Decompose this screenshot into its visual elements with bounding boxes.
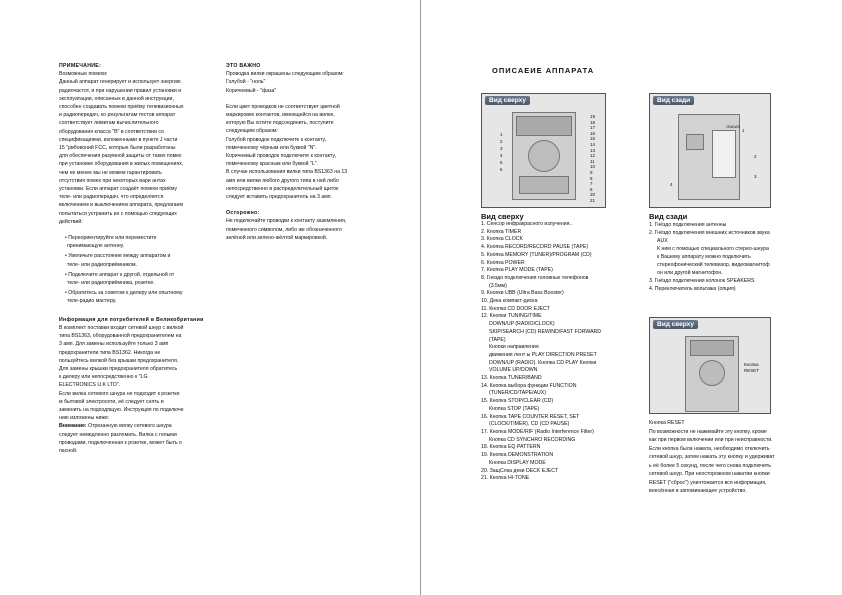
bullet-list xyxy=(59,234,214,306)
text-line: Если цвет проводков не соответствует цветной xyxy=(226,103,340,110)
text-line: которую Вы хотите подсоединить, поступите xyxy=(226,120,334,127)
rear-view-item: AUX xyxy=(657,238,668,244)
text-line: м бытовой электросети, её следует снять и xyxy=(59,398,164,405)
callout-number: 10 xyxy=(590,164,596,170)
top-view-item: (TAPE) xyxy=(489,336,506,343)
text-line: пользуйтесь вилкой без крышки предохранителя. xyxy=(59,357,179,364)
top-view-item: 3. Кнопка CLOCK xyxy=(481,236,523,243)
note-heading: ПРИМЕЧАНИЕ: xyxy=(59,63,102,69)
text-line: По возможности не нажимайте эту кнопку, кроме xyxy=(649,428,767,435)
text-line: способен создавать помехи приёму телевизионных xyxy=(59,104,184,111)
top-view-item: SKIP/SEARCH (CD) REWIND/FAST FORWARD xyxy=(489,328,602,335)
top-view-item: DOWN/UP (RADIO). Кнопка CD PLAY Кнопки xyxy=(489,359,597,366)
text-line: включением и выключением аппарата, предлагаем xyxy=(59,202,183,209)
device-display xyxy=(516,116,572,136)
text-line: 3 амп. Для замены используйте только 3 амп xyxy=(59,341,169,348)
callout-number: 17 xyxy=(590,125,596,131)
callout-number: 6 xyxy=(590,186,593,192)
callout-number: 1 xyxy=(742,128,745,133)
top-view-item: 12. Кнопки TUNING/TIME xyxy=(481,313,542,320)
text-line: установки. Если аппарат создаёт помехи приёму xyxy=(59,186,178,193)
bullet-line: принимающую антенну. xyxy=(67,243,125,250)
figure-reset-view xyxy=(649,317,771,414)
callout-number: 4 xyxy=(670,182,673,187)
text-line: Для замены крышки предохранителя обратитесь xyxy=(59,365,178,372)
text-line: к дилеру или непосредственно к "LG xyxy=(59,374,148,381)
text-line: и радиопередач, хо результатам тестов аппарат xyxy=(59,112,176,119)
bullet-item xyxy=(59,271,214,287)
rear-view-item: 1. Гнёздо подключения антенны xyxy=(649,222,727,228)
figure-rear-label: Вид сзади xyxy=(653,96,694,105)
callout-number: 14 xyxy=(590,142,596,147)
top-view-item: движения лент ы PLAY DIRECTION PRESET xyxy=(489,351,597,358)
reset-section xyxy=(649,419,799,496)
text-line: следует немедленно разломать. Вилка с голыми xyxy=(59,431,177,438)
top-view-item: 9. Кнопки UBB (Ultra Bass Booster) xyxy=(481,290,564,297)
top-view-item: 8. Гнездо подключения головных телефонов xyxy=(481,274,589,281)
bullet-line: • Подключите аппарат к другой, отдельной от xyxy=(65,271,175,278)
top-view-item: 19. Кнопка DEMONSTRATION xyxy=(481,452,554,459)
text-line: нию изложены ниже: xyxy=(59,415,110,422)
rear-view-heading: Вид сзади xyxy=(649,212,688,221)
top-view-item: 5. Кнопка MEMORY (TUNER)/PROGRAM (CD) xyxy=(481,251,592,258)
text-line: Данный аппарат генерирует и использует энергию xyxy=(59,79,181,86)
top-view-item: VOLUME UP/DOWN xyxy=(489,367,538,374)
text-line: при установке оборудования в жилых помещениях, xyxy=(59,161,184,168)
top-view-item: 17. Кнопка MODE/RIF (Radio Interference Filter) xyxy=(481,428,594,435)
text-line: типа BS1363, оборудованной предохранителем на xyxy=(59,333,182,340)
text-line: эксплуатации, описанных в данной инструкции, xyxy=(59,95,174,102)
callout-number: 4 xyxy=(500,153,503,158)
figure-top-view xyxy=(481,93,606,208)
text-line: В случае использования вилки типа BS1363 на 13 xyxy=(226,169,348,176)
text-line: действий: xyxy=(59,218,83,225)
callout-number: 6 xyxy=(500,167,503,172)
text-line: радиочастот, и при нарушении правил установки и xyxy=(59,87,182,94)
text-line: следует вставить предохранитель на 3 амп. xyxy=(226,194,333,201)
text-line: проводами, подключенная к розетке, может быть о xyxy=(59,439,182,446)
text-line: маркировке контактов, имеющейся на вилке, xyxy=(226,112,335,119)
text-line: сетевой шнур, затем нажать эту кнопку и удерживат xyxy=(649,454,775,460)
text-line: чем не менее мы не можем гарантировать xyxy=(59,169,162,176)
top-view-item: (CLOCK/TIMER), CD (CD PAUSE) xyxy=(489,421,570,428)
rear-view-item: 2. Гнёздо подключения внешних источников звука xyxy=(649,230,770,236)
callout-number: 16 xyxy=(590,130,596,136)
bullet-line: • Увеличьте расстояние между аппаратом и xyxy=(65,253,171,260)
top-view-list xyxy=(481,221,641,483)
bullet-item xyxy=(59,252,214,268)
text-line: предохранители типа BS1362. Никогда не xyxy=(59,349,161,356)
top-view-item: 2. Кнопка TIMER xyxy=(481,228,522,235)
top-view-item: 11. Кнопка CD DOOR EJECT xyxy=(481,305,550,312)
text-line: как при первом включении или при неисправности. xyxy=(649,437,773,443)
text-line: амп или вилки любого другого типа в ней либо xyxy=(226,177,339,184)
top-view-item: Кнопка STOP (TAPE) xyxy=(489,405,540,412)
callout-number: 18 xyxy=(590,119,596,125)
callout-number: 21 xyxy=(590,198,596,203)
text-line: спецификациями, изложенными в пункте J части xyxy=(59,136,178,143)
note-text xyxy=(59,70,214,226)
text-line: ELECTRONICS U.K LTD". xyxy=(59,382,121,389)
text-line: Проводка вилки окрашены следующим образом: xyxy=(226,71,344,78)
bullet-line: теле-радио мастеру. xyxy=(67,298,117,305)
text-line: Коричневый - "фаза" xyxy=(226,87,277,94)
device-cd-door xyxy=(528,140,560,172)
rear-small-text: ONDAS xyxy=(726,124,741,129)
text-line: заменить на подходящую. Инструкция по подключе xyxy=(59,406,184,413)
bullet-line: • Переориентируйте или переместите xyxy=(65,235,157,242)
text-line: RESET ("сброс") уничтожается вся информация, xyxy=(649,479,767,486)
warning-text xyxy=(59,431,214,456)
warning-label: Внимание: xyxy=(59,423,87,430)
top-view-item: 4. Кнопка RECORD/RECORD PAUSE (TAPE) xyxy=(481,244,589,251)
callout-number: 13 xyxy=(590,147,596,153)
top-view-item: 6. Кнопка POWER xyxy=(481,259,525,266)
bullet-line: теле- или радиоприёмника, розетке. xyxy=(67,280,155,287)
callout-number: 19 xyxy=(590,114,596,119)
rear-view-item: 4. Переключатель вольтажа (опция) xyxy=(649,286,736,292)
callout-number: 20 xyxy=(590,192,596,198)
top-view-heading: Вид сверху xyxy=(481,212,524,221)
text-line: В комплект поставки входит сетевой шнур с вилкой xyxy=(59,324,184,331)
bullet-item xyxy=(59,289,214,305)
top-view-item: (3.5мм) xyxy=(489,282,507,289)
text-line: соответствует лимитам вычислительного xyxy=(59,120,159,127)
reset-device-cd xyxy=(699,360,725,386)
text-line: внесённая в запоминающее устройство. xyxy=(649,488,747,494)
uk-info-text xyxy=(59,324,214,422)
callout-number: 9 xyxy=(590,170,593,175)
rear-view-item: стереофонический телевизор, видеомагнитоф xyxy=(657,262,770,268)
rear-view-item: он или другой магнитофон. xyxy=(657,270,723,276)
callout-number: 12 xyxy=(590,153,596,159)
top-view-item: 21. Кнопка HI-TONE xyxy=(481,475,530,482)
callout-number: 2 xyxy=(754,154,757,159)
text-line: зелёной или зелено-жёлтой маркировкой. xyxy=(226,234,328,241)
reset-callout: Кнопка RESET xyxy=(744,362,760,373)
figure-rear-view xyxy=(649,93,771,208)
top-view-item: Кнопки направления xyxy=(489,344,539,351)
warning-first: Отрезанную вилку сетевого шнура xyxy=(86,423,172,430)
top-view-item: 20. ЗащСлка деки DECK EJECT xyxy=(481,467,559,474)
text-line: ь её более 5 секунд, после чего снова подключить xyxy=(649,462,771,469)
text-line: Коричневый проводок подключите к контакту, xyxy=(226,153,336,160)
text-line: непосредственно в распределительный щиток xyxy=(226,185,339,192)
reset-heading: Кнопка RESET xyxy=(649,420,685,426)
bullet-line: теле- или радиоприёмником. xyxy=(67,261,137,268)
callout-number: 15 xyxy=(590,136,596,142)
rear-view-item: К ним с помощью специального стерео-шнура xyxy=(657,246,769,252)
caution-text xyxy=(226,217,386,242)
text-line: следующим образом: xyxy=(226,128,278,135)
wiring-text xyxy=(226,103,386,201)
uk-info-heading: Информация для потребителей в Великобритании xyxy=(59,316,204,323)
important-column xyxy=(226,62,386,242)
left-page xyxy=(0,0,420,595)
callout-number: 7 xyxy=(590,181,593,187)
bullet-line: • Обратитесь за советом к дилеру или опытному xyxy=(65,290,183,297)
device-cassette-deck xyxy=(519,176,569,194)
text-line: попытаться устранить их с помощью следующих xyxy=(59,210,177,217)
callout-number: 2 xyxy=(500,139,503,144)
callout-number: 5 xyxy=(500,160,503,165)
callout-number: 8 xyxy=(590,175,593,181)
text-line: пасной. xyxy=(59,447,78,454)
caution-heading: Осторожно: xyxy=(226,210,260,217)
top-view-item: Кнопка DISPLAY MODE xyxy=(489,459,546,466)
rear-view-item: 3. Гнёздо подключения колонок SPEAKERS xyxy=(649,278,755,284)
top-view-item: (TUNER/CD/TAPE/AUX) xyxy=(489,390,546,397)
text-line: для обеспечения разумной защиты от таких помех xyxy=(59,153,182,160)
text-line: Если вилка сетевого шнура не подходит к розетке xyxy=(59,390,180,397)
text-line: отсутствия помех при некоторых вари антах xyxy=(59,177,166,184)
text-line: оборудования класса "В" в соответствии со xyxy=(59,128,164,135)
note-column xyxy=(59,62,214,455)
reset-device-display xyxy=(690,340,734,356)
top-view-item: 13. Кнопка TUNER/BAND xyxy=(481,375,542,382)
rear-antenna-jack xyxy=(686,134,704,150)
text-line: Если кнопка была нажата, необходимо отключить xyxy=(649,445,770,452)
top-view-item: 10. Дека компакт-диска xyxy=(481,298,538,305)
text-line: 15 "рвбовоний FCC, которые были разработаны xyxy=(59,145,176,152)
figure-reset-label: Вид сверху xyxy=(653,320,698,329)
callout-number: 3 xyxy=(754,174,757,179)
text-line: помеченного символом, либо же обозначенного xyxy=(226,226,342,233)
callout-number: 3 xyxy=(500,146,503,151)
rear-view-item: к Вашему аппарату можно подключить xyxy=(657,254,751,260)
important-heading: ЭТО ВАЖНО xyxy=(226,63,261,69)
top-view-item: DOWN/UP (RADIO/CLOCK) xyxy=(489,321,555,328)
text-line: Голубой - "ноль" xyxy=(226,79,266,86)
top-view-item: 16. Кнопка TAPE COUNTER RESET, SET xyxy=(481,413,580,420)
top-view-item: Кнопка CD SYNCHRO RECORDING xyxy=(489,436,576,443)
rear-speaker-terminals xyxy=(712,130,736,178)
top-view-item: 7. Кнопка PLAY MODE (TAPE) xyxy=(481,267,553,274)
callout-number: 1 xyxy=(500,132,503,137)
callout-number: 11 xyxy=(590,158,595,164)
rear-view-list xyxy=(649,221,799,293)
text-line: сетевой шнур. При неосторожном нажатии кнопки xyxy=(649,471,770,477)
important-text xyxy=(226,70,386,95)
figure-top-label: Вид сверху xyxy=(485,96,530,105)
section-title: ОПИСАЕИЕ АППАРАТА xyxy=(492,66,595,75)
top-view-item: 14. Кнопка выбора функции FUNCTION xyxy=(481,382,577,389)
text-line: Возможные помехи: xyxy=(59,71,108,78)
text-line: помеченному красным или буквой "L". xyxy=(226,161,318,168)
top-view-item: 15. Кнопка STOP/CLEAR (CD) xyxy=(481,398,554,405)
warning-line xyxy=(59,422,214,430)
text-line: теле- или радиопередач, что определяется xyxy=(59,194,164,201)
text-line: помеченному чёрным или буквой "N". xyxy=(226,144,317,151)
bullet-item xyxy=(59,234,214,250)
text-line: Не подключайте проводки к контакту заземления, xyxy=(226,218,347,225)
text-line: Голубой проводок подключите к контакту, xyxy=(226,136,327,143)
top-view-item: 18. Кнопка EQ PATTERN xyxy=(481,444,541,451)
top-view-item: 1. Сенсор инфракрасного излучения.. xyxy=(481,221,573,227)
reset-text xyxy=(649,428,799,496)
